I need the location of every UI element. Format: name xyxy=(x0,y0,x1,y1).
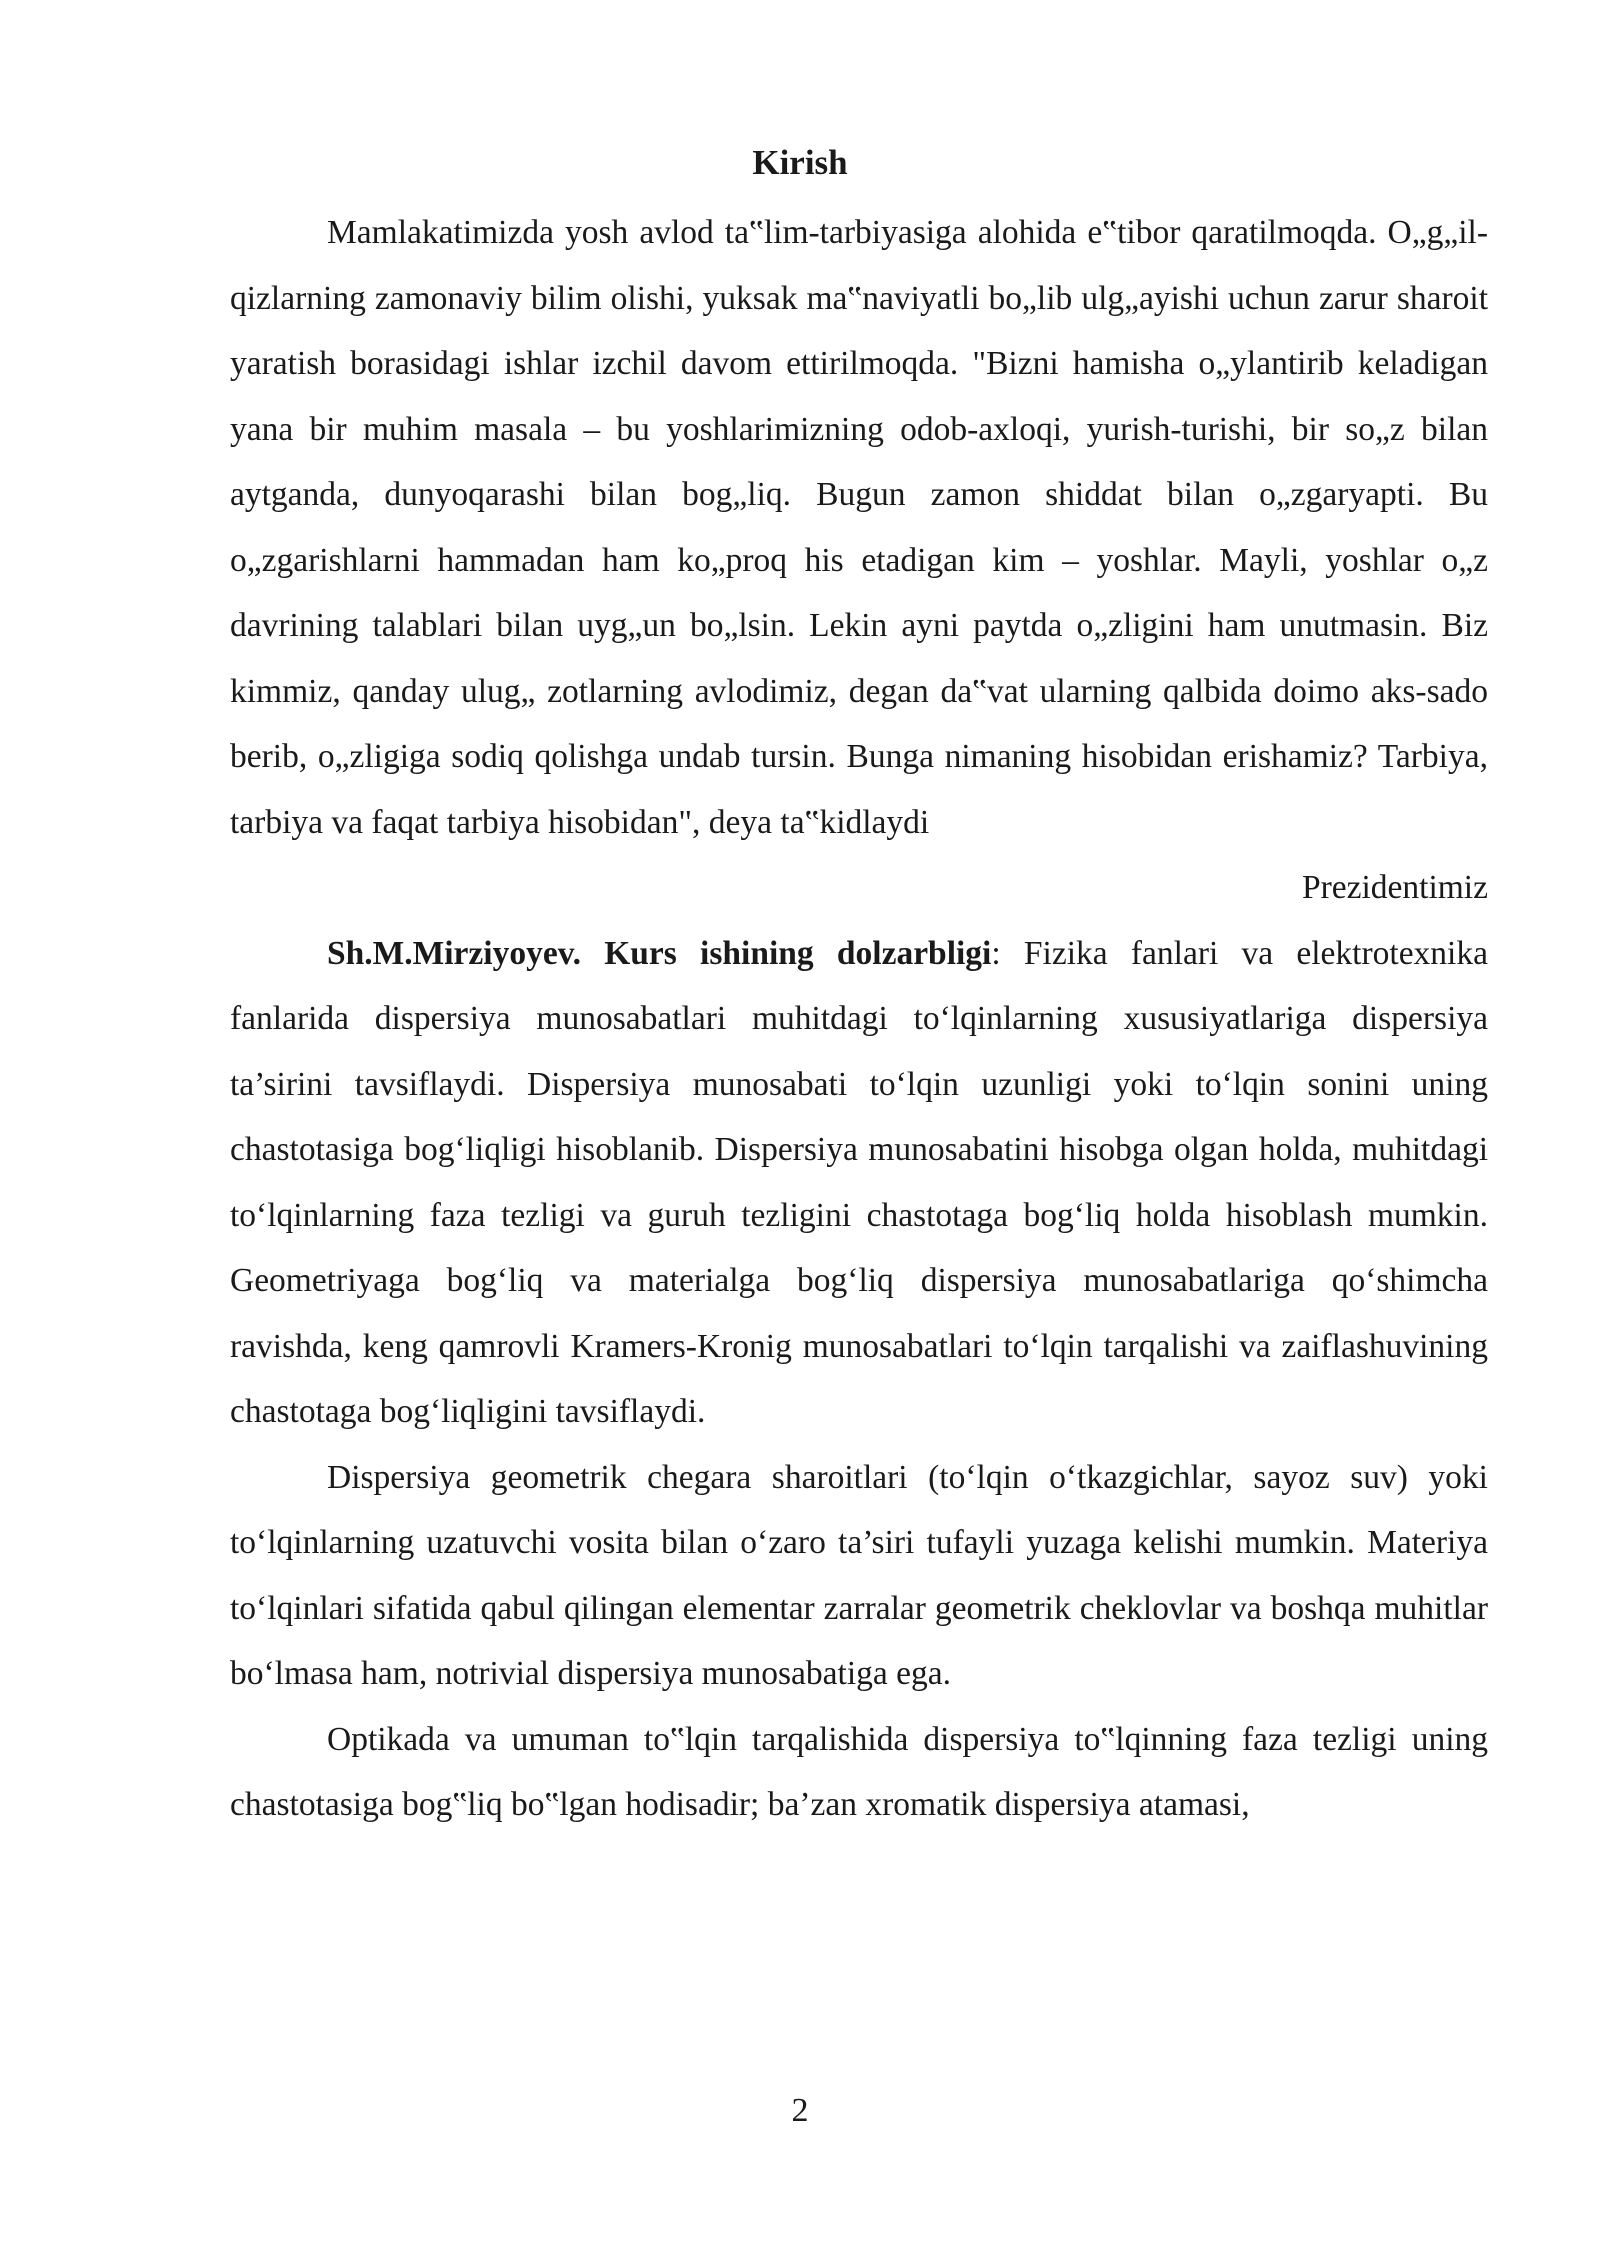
relevance-text: Fizika fanlari va elektrotexnika fanlarida dispersiya munosabatlari muhitdagi to‘lqinlarning xususiyatlariga dispersiya ta’sirini tavsiflaydi. Dispersiya munosabati to‘lqin uzunligi yoki to‘lqin sonini uning chastotasiga bog‘liqligi hisoblanib. Dispersiya munosabatini hisobga olgan holda, muhitdagi to‘lqinlarning faza tezligi va guruh tezligini chastotaga bog‘liq holda hisoblash mumkin. Geometriyaga bog‘liq va materialga bog‘liq dispersiya munosabatlariga qo‘shimcha ravishda, keng qamrovli Kramers-Kronig munosabatlari to‘lqin tarqalishi va zaiflashuvining chastotaga bog‘liqligini tavsiflaydi. xyxy=(230,934,1488,1430)
intro-paragraph: Mamlakatimizda yosh avlod ta‟lim-tarbiyasiga alohida e‟tibor qaratilmoqda. O„g„il-qizlarning zamonaviy bilim olishi, yuksak ma‟naviyatli bo„lib ulg„ayishi uchun zarur sharoit yaratish borasidagi ishlar izchil davom ettirilmoqda. "Bizni hamisha o„ylantirib keladigan yana bir muhim masala – bu yoshlarimizning odob-axloqi, yurish-turishi, bir so„z bilan aytganda, dunyoqarashi bilan bog„liq. Bugun zamon shiddat bilan o„zgaryapti. Bu o„zgarishlarni hammadan ham ko„proq his etadigan kim – yoshlar. Mayli, yoshlar o„z davrining talablari bilan uyg„un bo„lsin. Lekin ayni paytda o„zligini ham unutmasin. Biz kimmiz, qanday ulug„ zotlarning avlodimiz, degan da‟vat ularning qalbida doimo aks-sado berib, o„zligiga sodiq qolishga undab tursin. Bunga nimaning hisobidan erishamiz? Tarbiya, tarbiya va faqat tarbiya hisobidan", deya ta‟kidlaydi xyxy=(230,214,1488,841)
attribution-line: Prezidentimiz xyxy=(1301,869,1488,906)
page-number: 2 xyxy=(791,2092,809,2129)
relevance-lead: Sh.M.Mirziyoyev. Kurs ishining dolzarbligi xyxy=(327,934,992,972)
optics-paragraph: Optikada va umuman to‟lqin tarqalishida dispersiya to‟lqinning faza tezligi uning chastotasiga bog‟liq bo‟lgan hodisadir; ba’zan xromatik dispersiya atamasi, xyxy=(230,1720,1488,1823)
geometric-paragraph: Dispersiya geometrik chegara sharoitlari (to‘lqin o‘tkazgichlar, sayoz suv) yoki to‘lqinlarning uzatuvchi vosita bilan o‘zaro ta’siri tufayli yuzaga kelishi mumkin. Materiya to‘lqinlari sifatida qabul qilingan elementar zarralar geometrik cheklovlar va boshqa muhitlar bo‘lmasa ham, notrivial dispersiya munosabatiga ega. xyxy=(230,1458,1488,1692)
body-text xyxy=(230,200,1488,1838)
page-title: Kirish xyxy=(752,143,848,182)
relevance-paragraph xyxy=(230,921,1488,1445)
relevance-colon: : xyxy=(991,934,1001,972)
